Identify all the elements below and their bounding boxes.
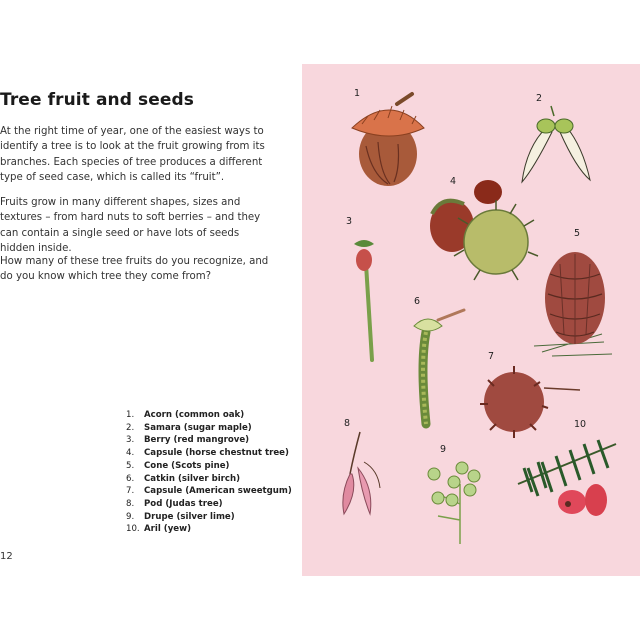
- label-1: 1: [354, 88, 361, 99]
- legend-number: 9.: [126, 511, 135, 522]
- legend-text: Drupe (silver lime): [144, 511, 235, 522]
- label-7: 7: [488, 351, 495, 362]
- legend-text: Acorn (common oak): [144, 410, 245, 420]
- legend-number: 10.: [126, 524, 140, 535]
- label-9: 9: [440, 444, 447, 455]
- legend-text: Cone (Scots pine): [144, 460, 230, 471]
- legend-item: [126, 523, 292, 536]
- legend-number: 8.: [126, 498, 135, 509]
- legend-text: Capsule (horse chestnut tree): [144, 448, 289, 459]
- legend-item: [126, 511, 292, 524]
- legend-text: Berry (red mangrove): [144, 435, 250, 446]
- legend-number: 7.: [126, 486, 135, 497]
- label-4: 4: [450, 176, 457, 187]
- legend-item: [126, 460, 292, 473]
- horse-chestnut-illustration: [430, 180, 538, 280]
- legend-number: 2.: [126, 422, 135, 433]
- legend-item: [126, 485, 292, 498]
- legend-text: Samara (sugar maple): [144, 422, 252, 433]
- legend-number: 5.: [126, 460, 135, 471]
- legend-number: 6.: [126, 473, 135, 484]
- pine-cone-illustration: [534, 252, 612, 356]
- legend-item: [126, 409, 292, 422]
- legend-item: [126, 447, 292, 460]
- catkin-illustration: [414, 310, 464, 424]
- label-6: 6: [414, 296, 421, 307]
- label-5: 5: [574, 228, 581, 239]
- fruit-legend: [126, 409, 292, 536]
- label-10: 10: [574, 419, 587, 430]
- legend-item: [126, 473, 292, 486]
- legend-text: Pod (Judas tree): [144, 498, 223, 509]
- legend-item: [126, 434, 292, 447]
- label-3: 3: [346, 216, 353, 227]
- legend-item: [126, 498, 292, 511]
- yew-illustration: [518, 440, 616, 516]
- question-paragraph: How many of these tree fruits do you recognize, and do you know which tree they come from?: [0, 256, 269, 283]
- fruit-illustrations: [302, 64, 640, 576]
- legend-number: 1.: [126, 410, 135, 420]
- label-8: 8: [344, 418, 351, 429]
- page-title: Tree fruit and seeds: [0, 90, 194, 110]
- legend-text: Capsule (American sweetgum): [144, 486, 292, 497]
- illustration-panel: [302, 64, 640, 576]
- shapes-paragraph: Fruits grow in many different shapes, sizes and textures – from hard nuts to soft berries – and they can contain a single seed or have lots of seeds hidden inside.: [0, 197, 261, 255]
- legend-item: [126, 422, 292, 435]
- page-number: 12: [0, 551, 13, 562]
- legend-number: 4.: [126, 448, 135, 459]
- berry-illustration: [354, 240, 374, 360]
- drupe-illustration: [428, 462, 480, 544]
- label-2: 2: [536, 93, 543, 104]
- acorn-illustration: [352, 94, 424, 186]
- intro-paragraph: At the right time of year, one of the easiest ways to identify a tree is to look at the fruit growing from its branches. Each species of tree produces a different type of seed case, which is called its “fruit”.: [0, 126, 265, 184]
- legend-text: Aril (yew): [144, 524, 191, 535]
- pod-illustration: [343, 432, 380, 514]
- legend-text: Catkin (silver birch): [144, 473, 241, 484]
- samara-illustration: [522, 106, 590, 182]
- legend-number: 3.: [126, 435, 135, 446]
- sweetgum-illustration: [480, 366, 580, 438]
